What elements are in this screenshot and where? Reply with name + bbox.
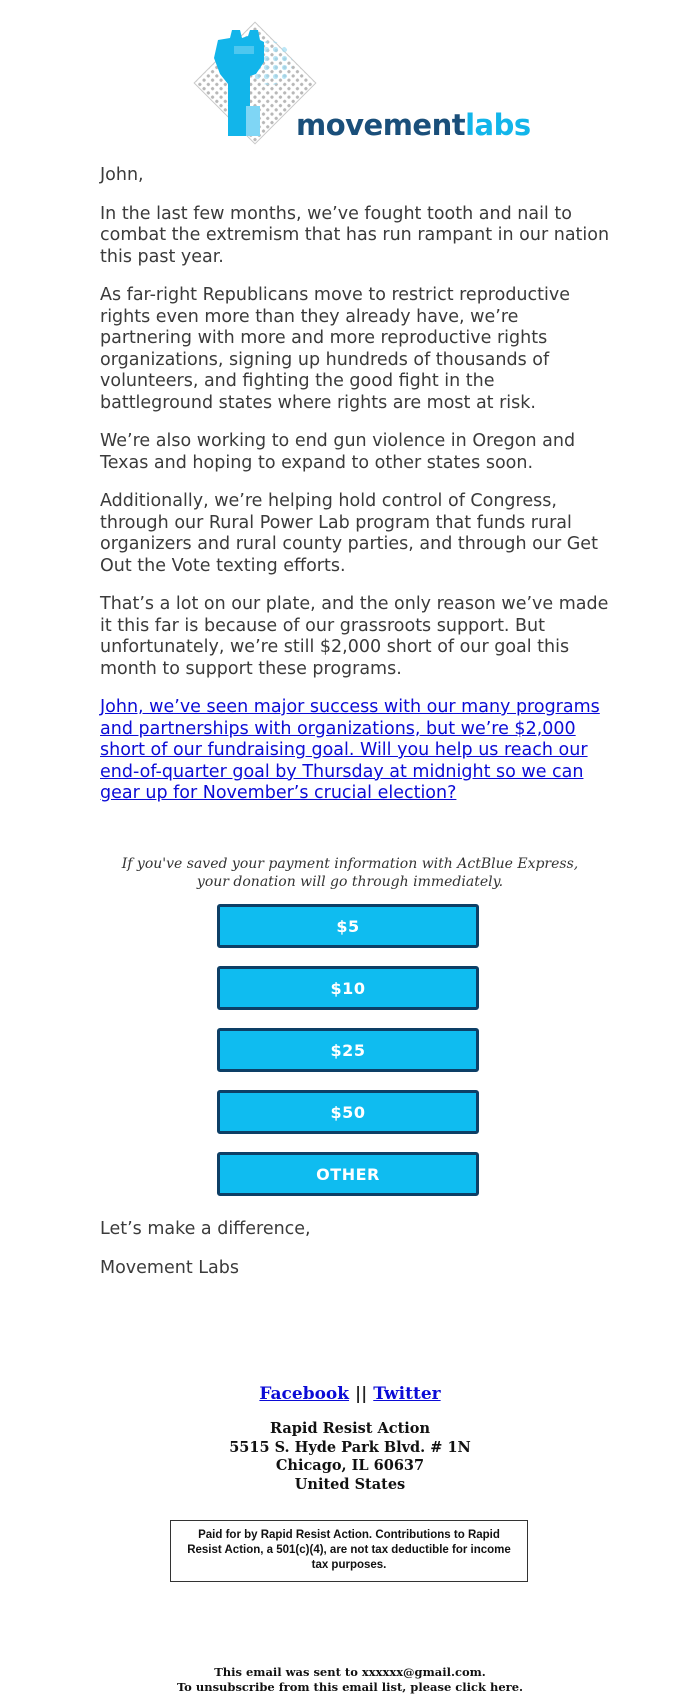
email-copy xyxy=(100,165,610,805)
paragraph-1: In the last few months, we’ve fought tooth and nail to combat the extremism that has run rampant in our nation this past year. xyxy=(100,203,610,267)
donate-other-button[interactable]: OTHER xyxy=(217,1152,479,1196)
greeting: John, xyxy=(100,165,144,185)
city-state-zip: Chicago, IL 60637 xyxy=(275,1457,425,1474)
signature: Movement Labs xyxy=(100,1258,239,1278)
twitter-link[interactable]: Twitter xyxy=(373,1384,441,1404)
movement-labs-logo[interactable] xyxy=(190,18,531,148)
street-address: 5515 S. Hyde Park Blvd. # 1N xyxy=(229,1438,471,1456)
closing-line: Let’s make a difference, xyxy=(100,1219,311,1239)
country: United States xyxy=(294,1475,406,1493)
mailing-address xyxy=(0,1420,700,1494)
sent-to-notice: This email was sent to xxxxxx@gmail.com. xyxy=(214,1665,486,1679)
email-footer xyxy=(0,1665,700,1695)
facebook-link[interactable]: Facebook xyxy=(259,1384,350,1404)
logo-word-movement: movement xyxy=(296,108,466,142)
social-links xyxy=(0,1384,700,1404)
org-name: Rapid Resist Action xyxy=(270,1420,430,1437)
social-separator: || xyxy=(354,1384,368,1404)
donate-10-button[interactable]: $10 xyxy=(217,966,479,1010)
donate-5-button[interactable]: $5 xyxy=(217,904,479,948)
paid-for-disclaimer: Paid for by Rapid Resist Action. Contributions to Rapid Resist Action, a 501(c)(4), are not tax deductible for income tax purposes. xyxy=(170,1520,528,1582)
donation-ask-link[interactable]: John, we’ve seen major success with our many programs and partnerships with organizations, but we’re $2,000 short of our fundraising goal. Will you help us reach our end-of-quarter goal by Thursday at midnight so we can gear up for November’s crucial election? xyxy=(100,697,600,803)
logo-wordmark xyxy=(296,108,531,142)
donate-25-button[interactable]: $25 xyxy=(217,1028,479,1072)
paragraph-2: As far-right Republicans move to restrict reproductive rights even more than they already have, we’re partnering with more and more reproductive rights organizations, signing up hundreds of thousands of volunteers, and fighting the good fight in the battleground states where rights are most at risk. xyxy=(100,285,570,413)
paragraph-3: We’re also working to end gun violence in Oregon and Texas and hoping to expand to other states soon. xyxy=(100,431,576,473)
paragraph-5: That’s a lot on our plate, and the only reason we’ve made it this far is because of our grassroots support. But unfortunately, we’re still $2,000 short of our goal this month to support these programs. xyxy=(100,594,609,679)
donate-50-button[interactable]: $50 xyxy=(217,1090,479,1134)
logo-word-labs: labs xyxy=(465,108,531,142)
actblue-express-note: If you've saved your payment information with ActBlue Express, your donation will go through immediately. xyxy=(121,856,579,890)
paragraph-4: Additionally, we’re helping hold control of Congress, through our Rural Power Lab program that funds rural organizers and rural county parties, and through our Get Out the Vote texting efforts. xyxy=(100,491,598,576)
unsubscribe-link[interactable]: To unsubscribe from this email list, please click here. xyxy=(176,1680,524,1694)
